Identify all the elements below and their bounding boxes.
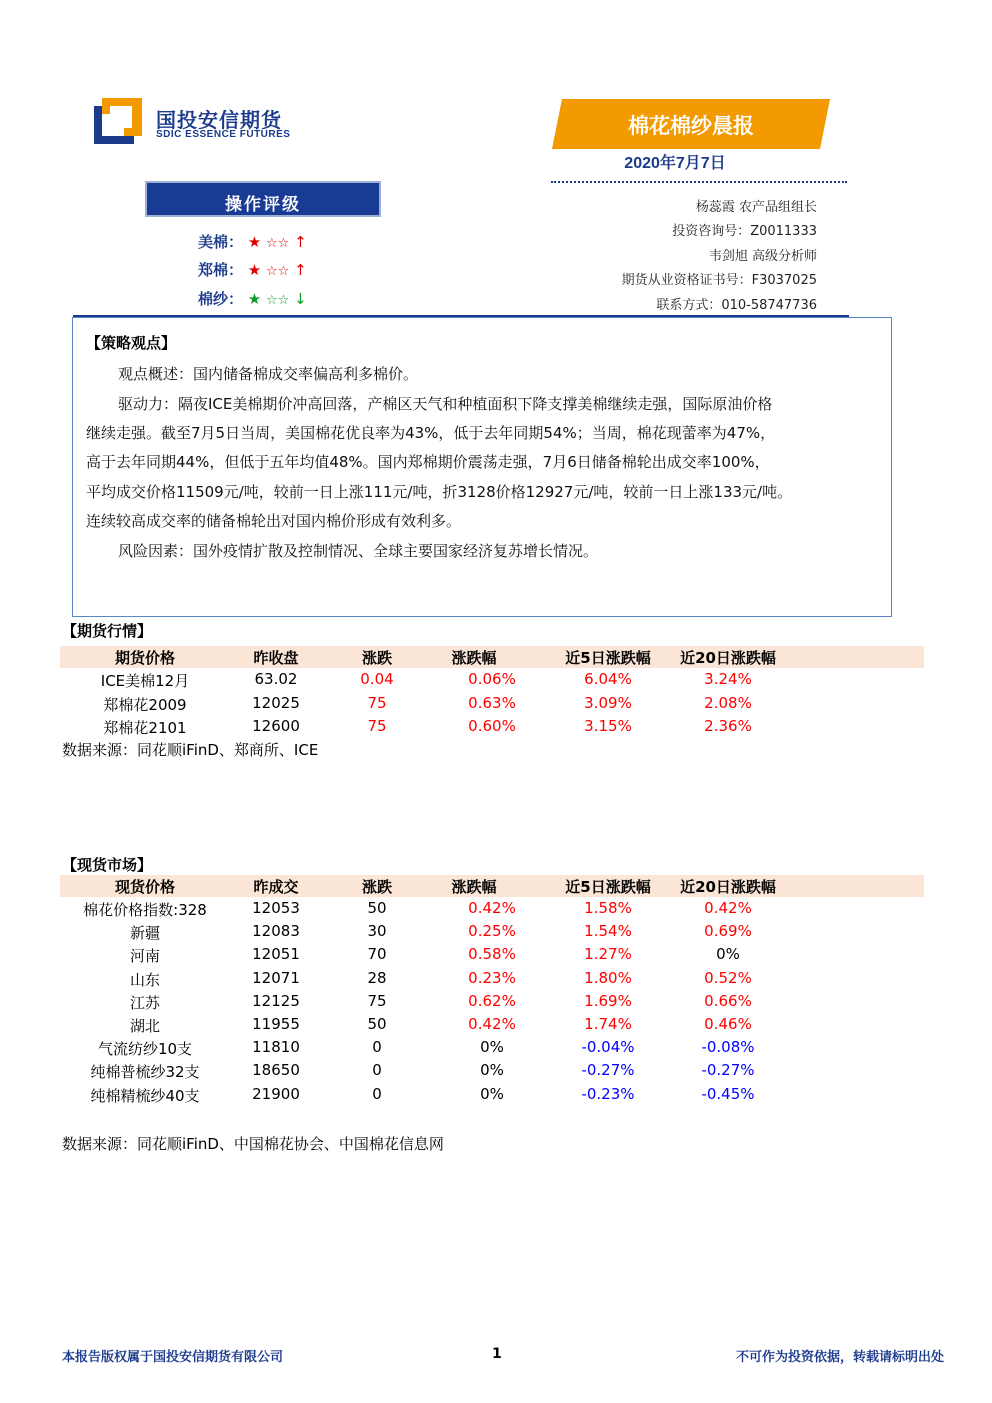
table-header-cell: 昨收盘 <box>253 649 299 667</box>
table-cell: -0.27% <box>701 1061 755 1080</box>
company-logo-icon <box>94 98 142 144</box>
table-cell: 75 <box>367 717 387 735</box>
table-cell: 0.23% <box>468 968 516 987</box>
table-cell: -0.08% <box>701 1038 755 1057</box>
rating-row-yarn <box>198 288 307 309</box>
table-cell: 0% <box>480 1061 504 1080</box>
table-header-cell: 涨跌 <box>361 649 392 667</box>
table-cell: 棉花价格指数:328 <box>83 901 207 919</box>
table-cell: 1.58% <box>584 899 632 917</box>
strategy-risk: 风险因素：国外疫情扩散及控制情况、全球主要国家经济复苏增长情况。 <box>118 542 599 560</box>
table-cell: 3.24% <box>704 670 752 688</box>
table-cell: 0.06% <box>468 670 516 688</box>
table-cell: 江苏 <box>129 993 160 1012</box>
table-cell: 0.42% <box>468 1015 516 1033</box>
table-cell: 11810 <box>252 1038 300 1057</box>
table-cell: -0.45% <box>701 1084 755 1103</box>
analyst-line: 杨蕊霞 农产品组组长 <box>695 200 817 215</box>
analyst-line: 期货从业资格证书号：F3037025 <box>621 273 817 288</box>
table-cell: 0.46% <box>704 1015 752 1033</box>
table-cell: 1.69% <box>584 991 632 1010</box>
table-cell: 0.58% <box>468 945 516 964</box>
table-cell: 新疆 <box>129 924 160 943</box>
rating-title: 操作评级 <box>225 195 301 215</box>
report-date: 2020年7月7日 <box>624 155 726 172</box>
table-cell: 气流纺纱10支 <box>97 1040 193 1059</box>
star-filled-icon: ★ <box>247 261 262 279</box>
table-cell: 30 <box>367 922 387 941</box>
futures-section-title: 【期货行情】 <box>62 622 153 640</box>
table-cell: 0% <box>716 945 740 964</box>
table-cell: 0.04 <box>360 670 394 688</box>
table-cell: 0.52% <box>704 968 752 987</box>
table-cell: 1.74% <box>584 1015 632 1033</box>
table-cell: 12051 <box>252 945 300 964</box>
table-header-cell: 涨跌幅 <box>451 878 497 896</box>
table-cell: -0.04% <box>581 1038 635 1057</box>
analyst-line: 投资咨询号：Z0011333 <box>672 224 817 239</box>
analyst-line: 联系方式：010-58747736 <box>656 298 817 313</box>
star-empty-icon: ☆☆ <box>266 264 290 279</box>
table-cell: 0.63% <box>468 693 516 712</box>
page-number: 1 <box>492 1346 502 1362</box>
rating-header <box>145 181 381 217</box>
table-header-cell: 近20日涨跌幅 <box>680 649 776 667</box>
table-cell: 12025 <box>252 693 300 712</box>
star-empty-icon: ☆☆ <box>266 293 290 308</box>
star-filled-icon: ★ <box>247 290 262 308</box>
table-cell: -0.23% <box>581 1084 635 1103</box>
rating-row-us-cotton <box>198 231 307 252</box>
strategy-overview: 观点概述：国内储备棉成交率偏高利多棉价。 <box>118 365 419 383</box>
table-cell: 50 <box>367 1015 387 1033</box>
strategy-driver-line: 高于去年同期44%，但低于五年均值48%。国内郑棉期价震荡走强，7月6日储备棉轮出成交率100%， <box>86 453 770 471</box>
table-cell: 纯棉普梳纱32支 <box>90 1063 200 1082</box>
table-cell: 0.69% <box>704 922 752 941</box>
strategy-driver-line: 连续较高成交率的储备棉轮出对国内棉价形成有效利多。 <box>86 512 462 530</box>
table-cell: 2.36% <box>704 717 752 735</box>
table-cell: 1.80% <box>584 968 632 987</box>
table-cell: 0.66% <box>704 991 752 1010</box>
table-cell: 63.02 <box>254 670 298 688</box>
table-cell: 75 <box>367 991 387 1010</box>
table-cell: 50 <box>367 899 387 917</box>
table-cell: 郑棉花2009 <box>103 695 187 714</box>
table-cell: 0.25% <box>468 922 516 941</box>
table-cell: 28 <box>367 968 387 987</box>
table-cell: -0.27% <box>581 1061 635 1080</box>
table-cell: 山东 <box>129 970 160 989</box>
strategy-driver-line: 继续走强。截至7月5日当周，美国棉花优良率为43%，低于去年同期54%；当周，棉花现蕾率为47%， <box>86 424 776 442</box>
table-cell: 2.08% <box>704 693 752 712</box>
table-cell: 0 <box>372 1038 382 1057</box>
strategy-driver-line: 平均成交价格11509元/吨，较前一日上涨111元/吨，折3128价格12927元/吨，较前一日上涨133元/吨。 <box>86 483 793 501</box>
table-header-cell: 涨跌 <box>361 878 392 896</box>
analyst-line: 韦剑旭 高级分析师 <box>708 249 817 264</box>
table-cell: 18650 <box>252 1061 300 1080</box>
table-cell: 12125 <box>252 991 300 1010</box>
table-header-cell: 现货价格 <box>114 878 175 896</box>
strategy-box <box>72 317 892 617</box>
table-cell: 70 <box>367 945 387 964</box>
table-cell: 0.60% <box>468 717 516 735</box>
table-cell: 0.62% <box>468 991 516 1010</box>
table-header-cell: 昨成交 <box>253 878 299 896</box>
arrow-down-icon: ↓ <box>294 290 307 308</box>
table-cell: 12053 <box>252 899 300 917</box>
table-header-cell: 近5日涨跌幅 <box>565 649 651 667</box>
arrow-up-icon: ↑ <box>294 261 307 279</box>
table-cell: 75 <box>367 693 387 712</box>
rating-row-zz-cotton <box>198 259 307 280</box>
table-cell: 0.42% <box>704 899 752 917</box>
dotted-divider <box>551 181 847 183</box>
table-cell: 21900 <box>252 1084 300 1103</box>
table-cell: 0% <box>480 1038 504 1057</box>
table-cell: 6.04% <box>584 670 632 688</box>
table-cell: 1.54% <box>584 922 632 941</box>
report-title: 棉花棉纱晨报 <box>628 114 754 138</box>
table-header-cell: 近5日涨跌幅 <box>565 878 651 896</box>
table-cell: 1.27% <box>584 945 632 964</box>
table-cell: 湖北 <box>129 1017 160 1035</box>
spot-section-title: 【现货市场】 <box>62 856 153 874</box>
company-name-cn: 国投安信期货 <box>156 108 282 132</box>
table-cell: 12600 <box>252 717 300 735</box>
table-cell: 郑棉花2101 <box>103 719 187 737</box>
company-name-en: SDIC ESSENCE FUTURES <box>156 129 291 140</box>
rating-label: 郑棉： <box>198 261 244 279</box>
company-logo <box>94 98 324 146</box>
table-cell: 0.42% <box>468 899 516 917</box>
star-filled-icon: ★ <box>247 233 262 251</box>
table-cell: 0 <box>372 1061 382 1080</box>
table-cell: 3.15% <box>584 717 632 735</box>
strategy-driver-line: 驱动力：隔夜ICE美棉期价冲高回落，产棉区天气和种植面积下降支撑美棉继续走强，国际原油价格 <box>118 395 773 413</box>
spot-source: 数据来源：同花顺iFinD、中国棉花协会、中国棉花信息网 <box>62 1135 444 1153</box>
table-cell: 12071 <box>252 968 300 987</box>
report-title-banner <box>552 99 830 149</box>
arrow-up-icon: ↑ <box>294 233 307 251</box>
footer-copyright: 本报告版权属于国投安信期货有限公司 <box>62 1350 284 1365</box>
futures-source: 数据来源：同花顺iFinD、郑商所、ICE <box>62 741 319 759</box>
rating-label: 棉纱： <box>198 290 244 308</box>
strategy-heading: 【策略观点】 <box>86 334 177 352</box>
table-header-cell: 近20日涨跌幅 <box>680 878 776 896</box>
table-header-cell: 期货价格 <box>114 649 175 667</box>
table-cell: 3.09% <box>584 693 632 712</box>
table-cell: 0% <box>480 1084 504 1103</box>
table-cell: 12083 <box>252 922 300 941</box>
footer-disclaimer: 不可作为投资依据，转载请标明出处 <box>735 1350 944 1365</box>
table-cell: 0 <box>372 1084 382 1103</box>
table-cell: 河南 <box>129 947 160 966</box>
table-cell: 11955 <box>252 1015 300 1033</box>
table-header-cell: 涨跌幅 <box>451 649 497 667</box>
star-empty-icon: ☆☆ <box>266 236 290 251</box>
table-cell: ICE美棉12月 <box>100 672 190 690</box>
rating-label: 美棉： <box>198 233 244 251</box>
table-cell: 纯棉精梳纱40支 <box>90 1086 200 1105</box>
